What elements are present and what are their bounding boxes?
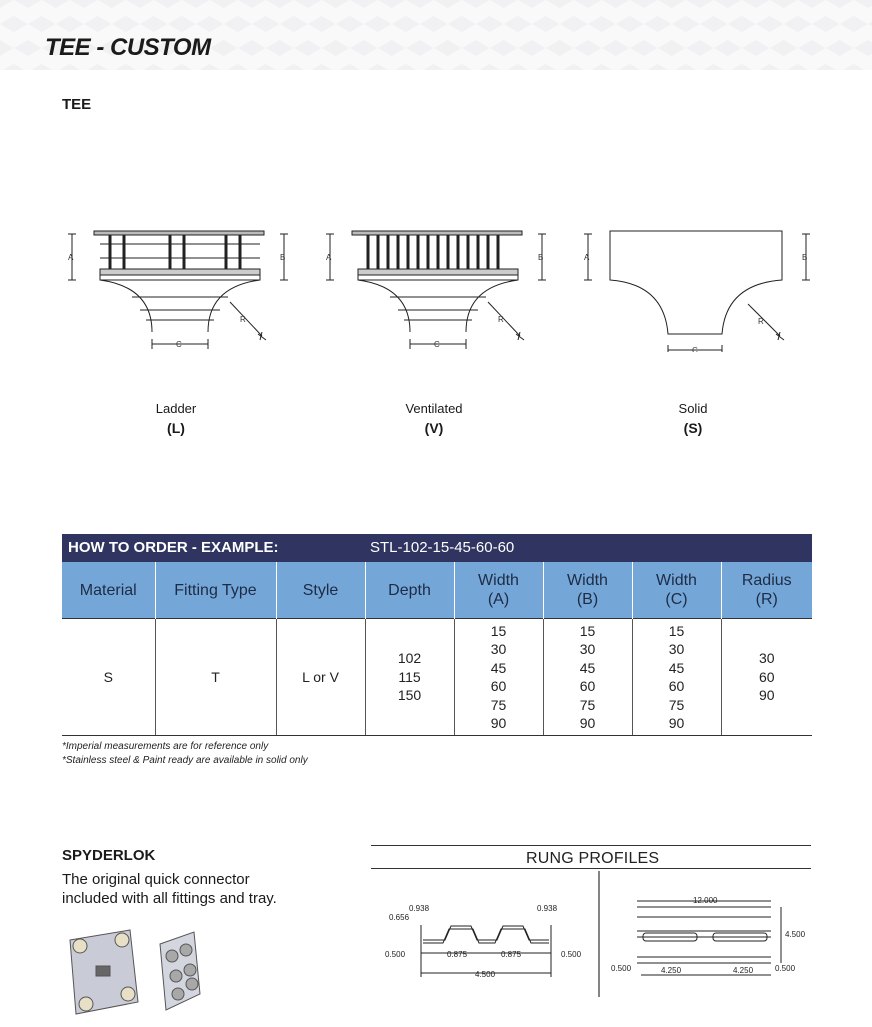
- footnote: *Imperial measurements are for reference only: [62, 741, 269, 752]
- svg-text:0.500: 0.500: [561, 950, 582, 959]
- table-cell-material: S: [62, 619, 155, 736]
- style-code: (L): [167, 420, 185, 436]
- order-example-code: STL-102-15-45-60-60: [370, 539, 515, 556]
- how-to-order-label: HOW TO ORDER - EXAMPLE:: [68, 539, 279, 556]
- ventilated-tee-diagram: [318, 222, 558, 352]
- column-header: Style: [276, 562, 365, 619]
- table-cell-width-a: 15 30 45 60 75 90: [454, 619, 543, 736]
- svg-text:4.250: 4.250: [733, 966, 754, 975]
- table-cell-fitting-type: T: [155, 619, 276, 736]
- column-header: Fitting Type: [155, 562, 276, 619]
- style-code: (V): [424, 420, 444, 436]
- svg-text:R: R: [240, 315, 246, 324]
- column-header: Depth: [365, 562, 454, 619]
- svg-text:C: C: [692, 346, 698, 352]
- spyderlok-title: SPYDERLOK: [62, 847, 156, 864]
- svg-text:0.500: 0.500: [385, 950, 406, 959]
- table-header-row: [62, 562, 812, 619]
- svg-text:R: R: [498, 315, 504, 324]
- svg-text:12.000: 12.000: [693, 896, 718, 905]
- rung-profiles-drawing: [371, 871, 811, 997]
- rung-profiles-section: [371, 845, 811, 997]
- svg-text:A: A: [584, 253, 590, 262]
- svg-text:B: B: [538, 253, 544, 262]
- svg-text:4.500: 4.500: [785, 930, 806, 939]
- svg-text:A: A: [68, 253, 74, 262]
- solid-tee-diagram: [576, 222, 816, 352]
- svg-text:C: C: [434, 340, 440, 349]
- column-header: Width (C): [632, 562, 721, 619]
- column-header: Radius (R): [721, 562, 812, 619]
- svg-text:0.656: 0.656: [389, 913, 410, 922]
- svg-text:R: R: [758, 317, 764, 326]
- style-name: Ventilated: [405, 401, 463, 416]
- column-header: Width (A): [454, 562, 543, 619]
- table-cell-radius: 30 60 90: [721, 619, 812, 736]
- spyderlok-connector-image: [62, 922, 222, 1027]
- footnote: *Stainless steel & Paint ready are available in solid only: [62, 755, 308, 766]
- table-cell-width-b: 15 30 45 60 75 90: [543, 619, 632, 736]
- style-caption-ladder: [86, 401, 266, 436]
- table-cell-width-c: 15 30 45 60 75 90: [632, 619, 721, 736]
- svg-text:B: B: [802, 253, 808, 262]
- svg-text:B: B: [280, 253, 286, 262]
- svg-text:A: A: [326, 253, 332, 262]
- style-caption-solid: [603, 401, 783, 436]
- svg-text:0.500: 0.500: [775, 964, 796, 973]
- style-name: Ladder: [155, 401, 197, 416]
- column-header: Material: [62, 562, 155, 619]
- style-code: (S): [683, 420, 703, 436]
- column-header: Width (B): [543, 562, 632, 619]
- svg-text:0.875: 0.875: [501, 950, 522, 959]
- svg-text:0.500: 0.500: [611, 964, 632, 973]
- section-title: TEE: [62, 96, 92, 113]
- footnotes: [62, 740, 308, 768]
- order-table: [62, 562, 812, 736]
- svg-text:4.250: 4.250: [661, 966, 682, 975]
- svg-text:0.938: 0.938: [409, 904, 430, 913]
- style-caption-ventilated: [344, 401, 524, 436]
- page-title: TEE - CUSTOM: [45, 34, 211, 61]
- rung-profiles-title: RUNG PROFILES: [526, 850, 660, 867]
- spyderlok-description: The original quick connector included with all fittings and tray.: [62, 871, 277, 907]
- rung-profiles-header: [371, 845, 811, 869]
- svg-text:0.938: 0.938: [537, 904, 558, 913]
- style-name: Solid: [678, 401, 708, 416]
- table-row: [62, 619, 812, 736]
- table-cell-depth: 102 115 150: [365, 619, 454, 736]
- table-cell-style: L or V: [276, 619, 365, 736]
- svg-text:0.875: 0.875: [447, 950, 468, 959]
- svg-text:C: C: [176, 340, 182, 349]
- how-to-order-bar: [62, 534, 812, 562]
- ladder-tee-diagram: [60, 222, 300, 352]
- svg-text:4.500: 4.500: [475, 970, 496, 979]
